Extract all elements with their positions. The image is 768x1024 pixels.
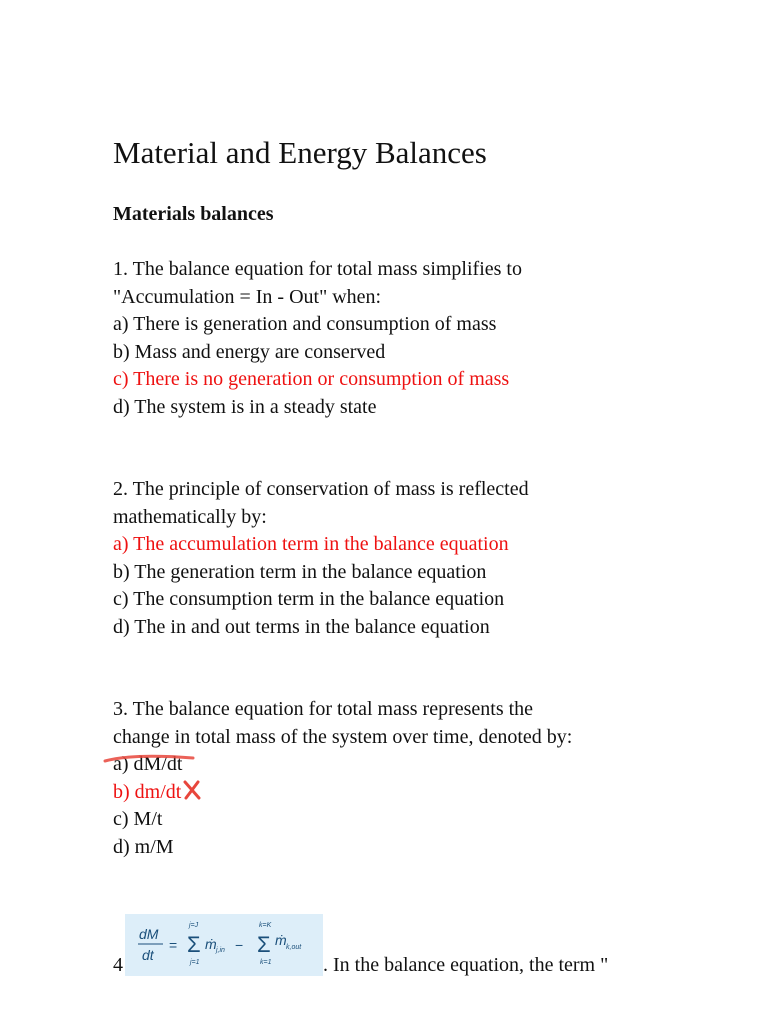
eq-sum1-term: ṁ xyxy=(205,936,217,952)
svg-text:Σ: Σ xyxy=(257,932,271,957)
question-1-option-d: d) The system is in a steady state xyxy=(113,395,377,418)
question-1-option-b: b) Mass and energy are conserved xyxy=(113,340,386,363)
red-x-mark-icon xyxy=(182,780,202,800)
question-1 xyxy=(113,256,673,421)
question-2 xyxy=(113,476,673,641)
mass-balance-equation xyxy=(125,914,323,976)
mass-balance-equation-image xyxy=(125,914,323,976)
red-strikethrough-icon xyxy=(103,753,203,765)
question-3-option-b-highlighted: b) dm/dt xyxy=(113,780,182,803)
question-4-number: 4 xyxy=(113,954,123,976)
eq-sum2-upper: k=K xyxy=(259,922,272,929)
question-2-option-d: d) The in and out terms in the balance equation xyxy=(113,615,490,638)
eq-sum2-term: ṁ xyxy=(275,932,287,948)
eq-sum2-lower: k=1 xyxy=(260,959,272,966)
question-4 xyxy=(113,914,713,984)
question-3-option-a-struck xyxy=(113,751,182,779)
question-3-option-d: d) m/M xyxy=(113,835,174,858)
question-1-stem-line-1: 1. The balance equation for total mass simplifies to xyxy=(113,258,522,280)
question-1-option-a: a) There is generation and consumption of mass xyxy=(113,313,497,335)
question-3-stem-line-2: change in total mass of the system over time, denoted by: xyxy=(113,725,573,748)
svg-text:−: − xyxy=(235,937,244,953)
document-title: Material and Energy Balances xyxy=(113,135,487,170)
eq-sum2-subscript: k,out xyxy=(286,944,302,951)
question-2-stem-line-1: 2. The principle of conservation of mass is reflected xyxy=(113,478,529,500)
eq-sum1-subscript: j,in xyxy=(216,947,225,954)
question-3 xyxy=(113,696,673,861)
eq-sum1-upper: j=J xyxy=(189,922,199,929)
question-2-option-b: b) The generation term in the balance equation xyxy=(113,560,487,583)
question-1-option-c-highlighted: c) There is no generation or consumption of mass xyxy=(113,368,510,390)
section-heading: Materials balances xyxy=(113,203,274,225)
question-2-option-a-highlighted: a) The accumulation term in the balance equation xyxy=(113,533,509,555)
question-3-stem-line-1: 3. The balance equation for total mass represents the xyxy=(113,698,534,720)
question-4-text: . In the balance equation, the term " xyxy=(323,954,609,976)
eq-sum1-lower: j=1 xyxy=(190,959,200,966)
eq-lhs-numerator: dM xyxy=(139,926,159,942)
question-3-option-c: c) M/t xyxy=(113,808,163,830)
question-1-stem-line-2: "Accumulation = In - Out" when: xyxy=(113,285,382,308)
question-3-option-a: a) dM/dt xyxy=(113,753,183,775)
svg-text:=: = xyxy=(169,937,178,953)
question-2-stem-line-2: mathematically by: xyxy=(113,505,267,528)
eq-lhs-denominator: dt xyxy=(142,947,154,963)
question-2-option-c: c) The consumption term in the balance equation xyxy=(113,588,505,610)
svg-text:Σ: Σ xyxy=(187,932,201,957)
